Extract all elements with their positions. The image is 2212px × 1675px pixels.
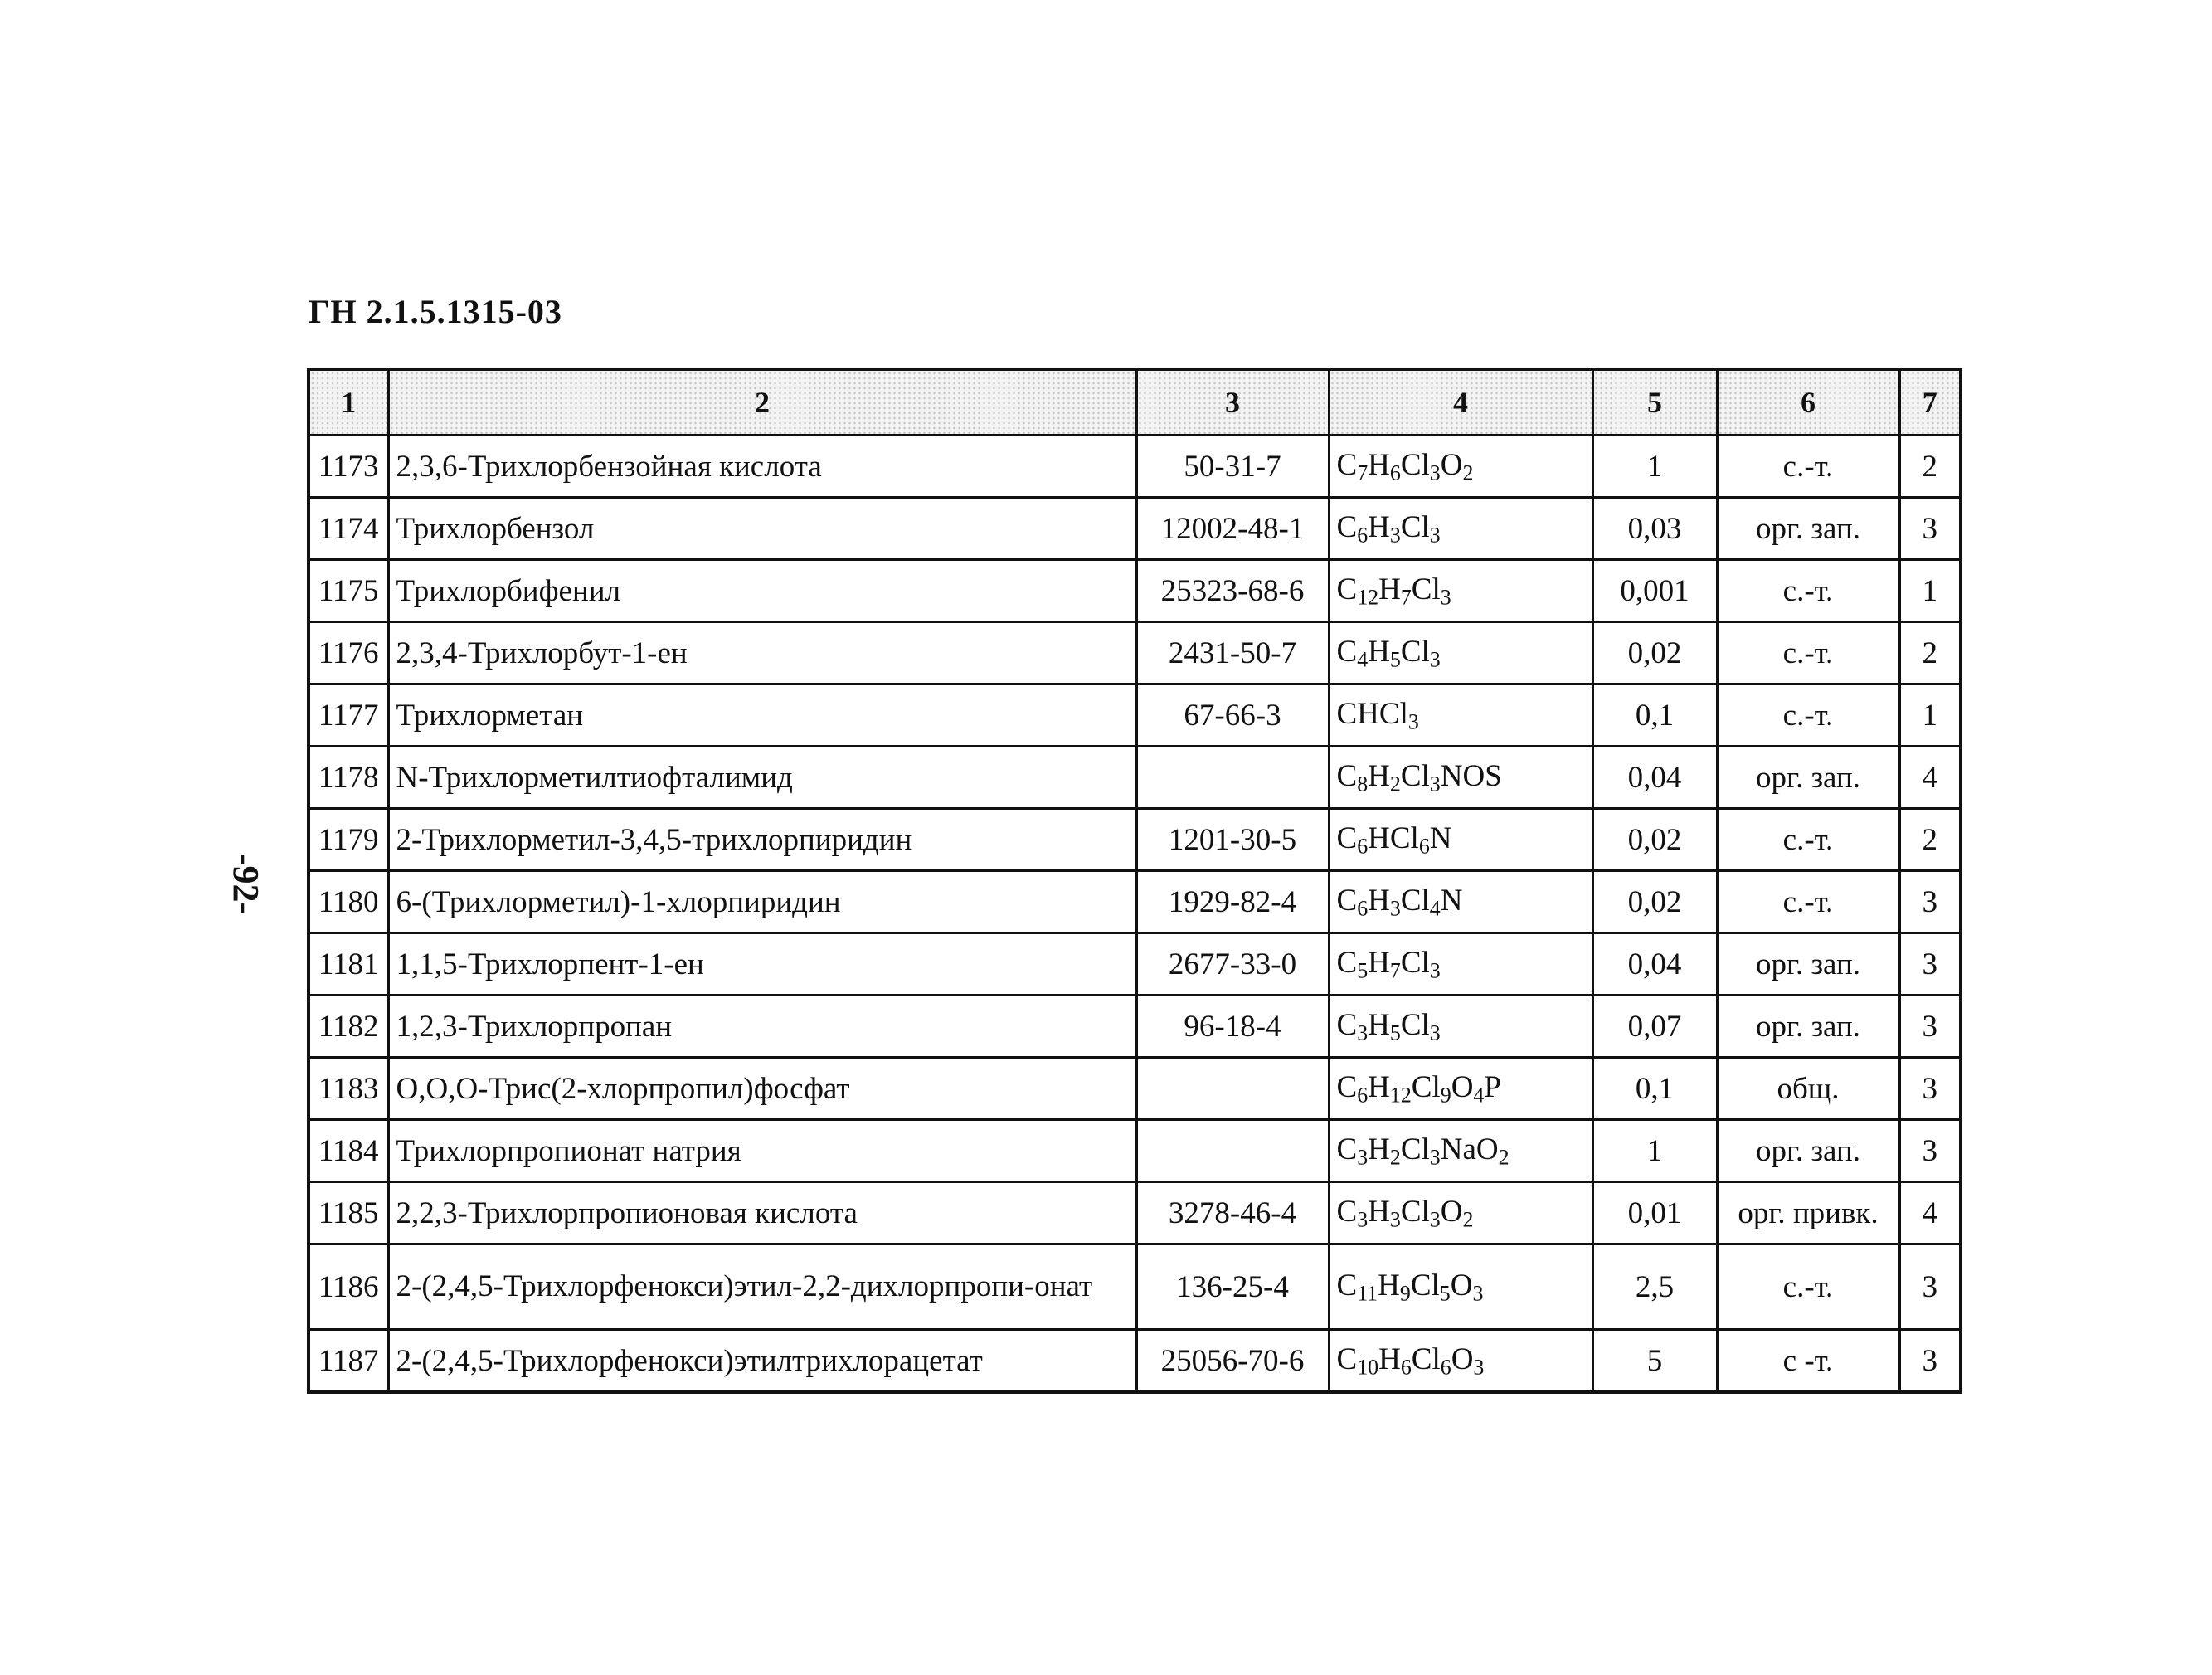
- cas-number: 67-66-3: [1136, 684, 1329, 747]
- substance-name: 2,2,3-Трихлорпропионовая кислота: [388, 1182, 1136, 1244]
- table-row: [309, 622, 1961, 684]
- row-number: 1183: [309, 1058, 388, 1120]
- norm-value: 0,02: [1592, 809, 1717, 871]
- hazard-sign: с.-т.: [1717, 684, 1899, 747]
- hazard-sign: орг. зап.: [1717, 1120, 1899, 1182]
- substances-table: [307, 368, 1962, 1394]
- chemical-formula: $C_7H_6Cl_3O_2$: [1329, 436, 1592, 498]
- hazard-class: 1: [1899, 560, 1961, 622]
- norm-value: 0,02: [1592, 871, 1717, 933]
- chemical-formula: $C_6H_3Cl_3$: [1329, 498, 1592, 560]
- substance-name: Трихлорбензол: [388, 498, 1136, 560]
- hazard-class: 3: [1899, 1058, 1961, 1120]
- chemical-formula: $C_5H_7Cl_3$: [1329, 933, 1592, 996]
- hazard-class: 3: [1899, 1244, 1961, 1330]
- row-number: 1184: [309, 1120, 388, 1182]
- table-row: [309, 1330, 1961, 1393]
- table-row: [309, 871, 1961, 933]
- norm-value: 0,1: [1592, 1058, 1717, 1120]
- row-number: 1179: [309, 809, 388, 871]
- substance-name: Трихлорбифенил: [388, 560, 1136, 622]
- row-number: 1185: [309, 1182, 388, 1244]
- table-row: [309, 684, 1961, 747]
- hazard-sign: орг. зап.: [1717, 747, 1899, 809]
- substance-name: 2-Трихлорметил-3,4,5-трихлорпиридин: [388, 809, 1136, 871]
- substance-name: 1,2,3-Трихлорпропан: [388, 996, 1136, 1058]
- norm-value: 5: [1592, 1330, 1717, 1393]
- table-row: [309, 809, 1961, 871]
- table-row: [309, 1058, 1961, 1120]
- substance-name: 2-(2,4,5-Трихлорфенокси)этилтрихлорацетат: [388, 1330, 1136, 1393]
- row-number: 1180: [309, 871, 388, 933]
- norm-value: 0,04: [1592, 747, 1717, 809]
- row-number: 1173: [309, 436, 388, 498]
- hazard-sign: общ.: [1717, 1058, 1899, 1120]
- norm-value: 1: [1592, 436, 1717, 498]
- substance-name: Трихлорпропионат натрия: [388, 1120, 1136, 1182]
- hazard-class: 3: [1899, 498, 1961, 560]
- row-number: 1177: [309, 684, 388, 747]
- norm-value: 2,5: [1592, 1244, 1717, 1330]
- norm-value: 0,03: [1592, 498, 1717, 560]
- cas-number: 3278-46-4: [1136, 1182, 1329, 1244]
- chemical-formula: $C_{11}H_9Cl_5O_3$: [1329, 1244, 1592, 1330]
- hazard-class: 3: [1899, 871, 1961, 933]
- chemical-formula: $C_6HCl_6N$: [1329, 809, 1592, 871]
- table-row: [309, 498, 1961, 560]
- row-number: 1181: [309, 933, 388, 996]
- hazard-class: 2: [1899, 436, 1961, 498]
- substance-name: 2,3,6-Трихлорбензойная кислота: [388, 436, 1136, 498]
- norm-value: 0,1: [1592, 684, 1717, 747]
- hazard-sign: орг. зап.: [1717, 498, 1899, 560]
- hazard-class: 2: [1899, 809, 1961, 871]
- chemical-formula: $C_3H_5Cl_3$: [1329, 996, 1592, 1058]
- table-header-row: [309, 369, 1961, 436]
- substance-name: 6-(Трихлорметил)-1-хлорпиридин: [388, 871, 1136, 933]
- chemical-formula: $C_4H_5Cl_3$: [1329, 622, 1592, 684]
- norm-value: 0,01: [1592, 1182, 1717, 1244]
- hazard-sign: с.-т.: [1717, 871, 1899, 933]
- document-header: ГН 2.1.5.1315-03: [309, 293, 562, 330]
- row-number: 1178: [309, 747, 388, 809]
- column-header: 5: [1592, 369, 1717, 436]
- cas-number: 50-31-7: [1136, 436, 1329, 498]
- cas-number: 2431-50-7: [1136, 622, 1329, 684]
- column-header: 7: [1899, 369, 1961, 436]
- hazard-sign: с.-т.: [1717, 809, 1899, 871]
- hazard-class: 3: [1899, 1120, 1961, 1182]
- chemical-formula: $C_3H_3Cl_3O_2$: [1329, 1182, 1592, 1244]
- table-row: [309, 1120, 1961, 1182]
- hazard-sign: с.-т.: [1717, 560, 1899, 622]
- row-number: 1176: [309, 622, 388, 684]
- hazard-class: 4: [1899, 747, 1961, 809]
- table-row: [309, 560, 1961, 622]
- hazard-class: 3: [1899, 933, 1961, 996]
- cas-number: [1136, 1058, 1329, 1120]
- table-row: [309, 996, 1961, 1058]
- hazard-class: 2: [1899, 622, 1961, 684]
- cas-number: 12002-48-1: [1136, 498, 1329, 560]
- substance-name: Трихлорметан: [388, 684, 1136, 747]
- norm-value: 0,001: [1592, 560, 1717, 622]
- table-row: [309, 933, 1961, 996]
- hazard-class: 1: [1899, 684, 1961, 747]
- hazard-sign: орг. зап.: [1717, 933, 1899, 996]
- norm-value: 1: [1592, 1120, 1717, 1182]
- cas-number: 25323-68-6: [1136, 560, 1329, 622]
- cas-number: 96-18-4: [1136, 996, 1329, 1058]
- row-number: 1175: [309, 560, 388, 622]
- cas-number: 2677-33-0: [1136, 933, 1329, 996]
- chemical-formula: $C_6H_3Cl_4N$: [1329, 871, 1592, 933]
- chemical-formula: $C_6H_{12}Cl_9O_4P$: [1329, 1058, 1592, 1120]
- hazard-sign: с.-т.: [1717, 1244, 1899, 1330]
- cas-number: 1201-30-5: [1136, 809, 1329, 871]
- column-header: 3: [1136, 369, 1329, 436]
- cas-number: 25056-70-6: [1136, 1330, 1329, 1393]
- table-row: [309, 1244, 1961, 1330]
- column-header: 1: [309, 369, 388, 436]
- hazard-sign: с.-т.: [1717, 622, 1899, 684]
- substance-name: 2,3,4-Трихлорбут-1-ен: [388, 622, 1136, 684]
- hazard-class: 3: [1899, 996, 1961, 1058]
- row-number: 1174: [309, 498, 388, 560]
- chemical-formula: $C_{10}H_6Cl_6O_3$: [1329, 1330, 1592, 1393]
- row-number: 1187: [309, 1330, 388, 1393]
- hazard-class: 4: [1899, 1182, 1961, 1244]
- chemical-formula: $C_3H_2Cl_3NaO_2$: [1329, 1120, 1592, 1182]
- chemical-formula: CHCl$_3$: [1329, 684, 1592, 747]
- substance-name: 1,1,5-Трихлорпент-1-ен: [388, 933, 1136, 996]
- row-number: 1186: [309, 1244, 388, 1330]
- table-row: [309, 436, 1961, 498]
- cas-number: [1136, 1120, 1329, 1182]
- cas-number: [1136, 747, 1329, 809]
- page-number: -92-: [226, 853, 267, 915]
- substance-name: 2-(2,4,5-Трихлорфенокси)этил-2,2-дихлорпропи-онат: [388, 1244, 1136, 1330]
- norm-value: 0,04: [1592, 933, 1717, 996]
- substance-name: О,О,О-Трис(2-хлорпропил)фосфат: [388, 1058, 1136, 1120]
- hazard-sign: с -т.: [1717, 1330, 1899, 1393]
- hazard-class: 3: [1899, 1330, 1961, 1393]
- chemical-formula: $C_8H_2Cl_3NOS$: [1329, 747, 1592, 809]
- cas-number: 1929-82-4: [1136, 871, 1329, 933]
- column-header: 2: [388, 369, 1136, 436]
- norm-value: 0,07: [1592, 996, 1717, 1058]
- hazard-sign: с.-т.: [1717, 436, 1899, 498]
- cas-number: 136-25-4: [1136, 1244, 1329, 1330]
- hazard-sign: орг. зап.: [1717, 996, 1899, 1058]
- substance-name: N-Трихлорметилтиофталимид: [388, 747, 1136, 809]
- table-row: [309, 747, 1961, 809]
- row-number: 1182: [309, 996, 388, 1058]
- table-row: [309, 1182, 1961, 1244]
- column-header: 6: [1717, 369, 1899, 436]
- column-header: 4: [1329, 369, 1592, 436]
- hazard-sign: орг. привк.: [1717, 1182, 1899, 1244]
- norm-value: 0,02: [1592, 622, 1717, 684]
- chemical-formula: $C_{12}H_7Cl_3$: [1329, 560, 1592, 622]
